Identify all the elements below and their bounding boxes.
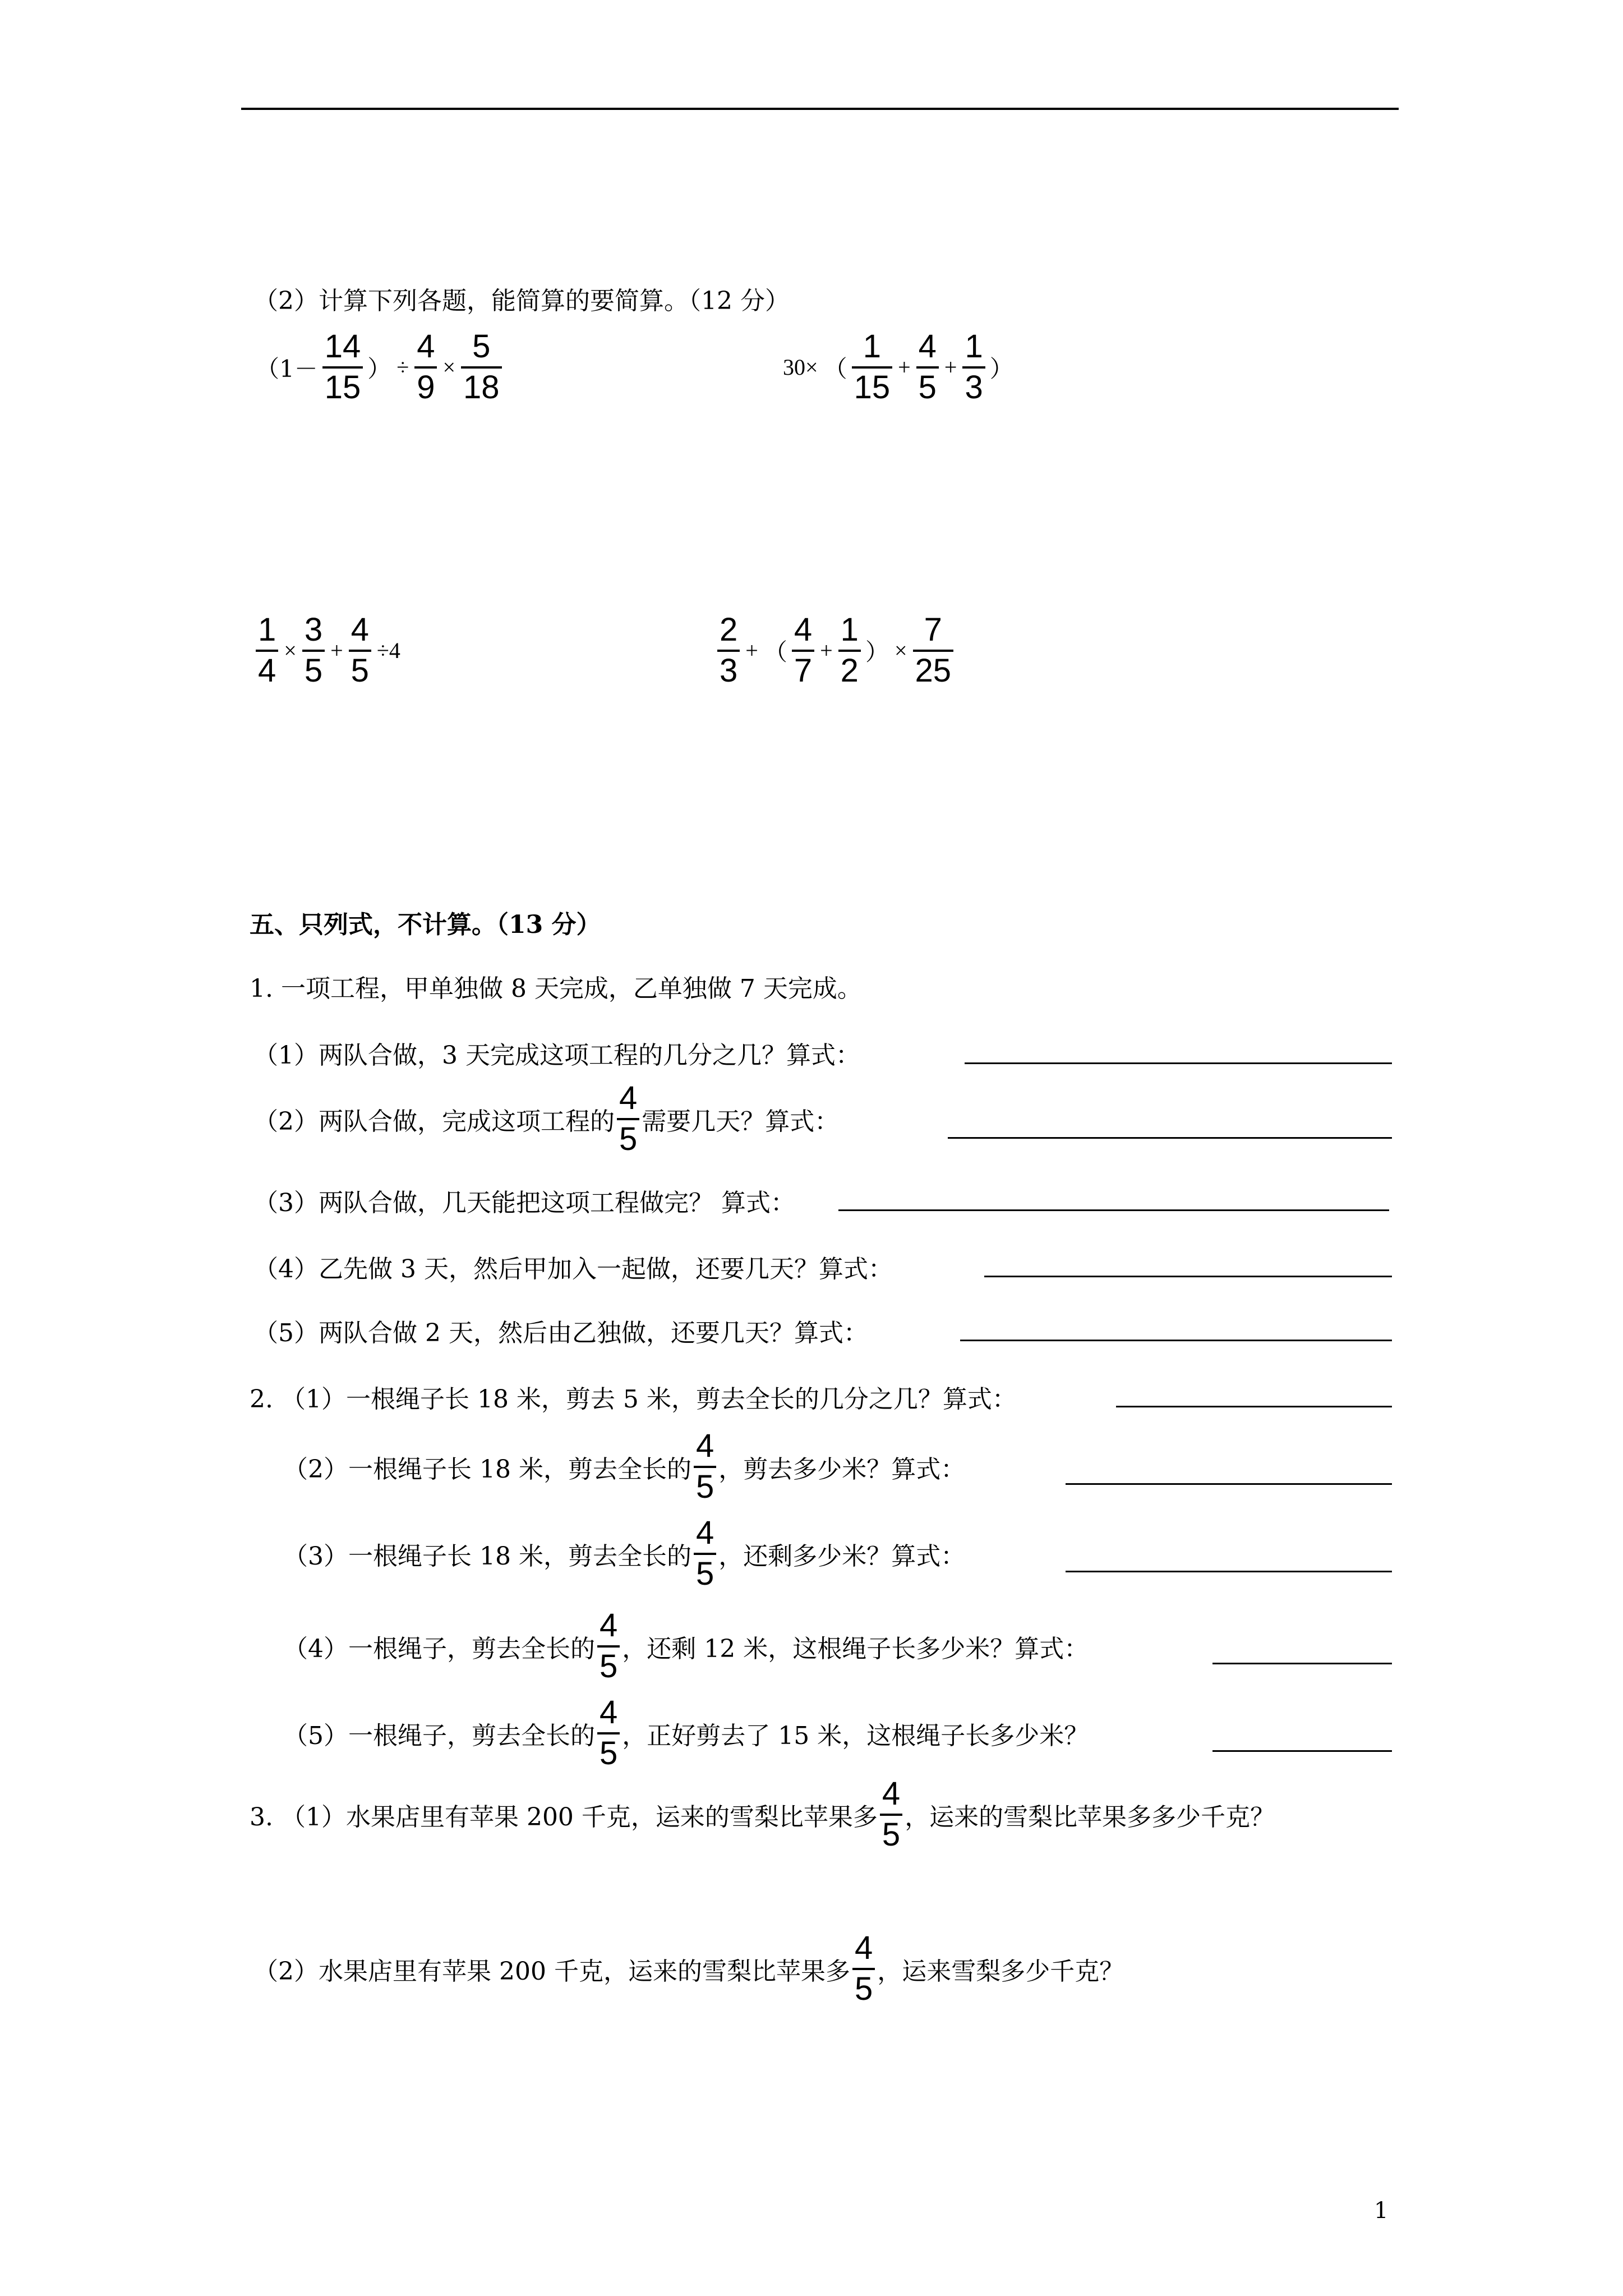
expr1-open: （1－ [256, 355, 318, 383]
q2-item-5-after: ，正好剪去了 15 米，这根绳子长多少米？ [622, 1721, 1089, 1750]
q2-item-4-text: （4）一根绳子，剪去全长的 [283, 1634, 595, 1663]
expression-1 [253, 330, 504, 405]
q2-item-5 [283, 1696, 1089, 1771]
fraction-4-5: $\frac{4}{5}$ [694, 1429, 716, 1504]
expression-2 [780, 330, 1016, 405]
q2-item-3-text: （3）一根绳子长 18 米，剪去全长的 [283, 1542, 691, 1571]
fraction: $\frac{7}{25}$ [913, 613, 954, 688]
expr2-close: ） [989, 355, 1013, 383]
fraction: $\frac{2}{3}$ [717, 613, 740, 688]
q1-item-3: （3）两队合做，几天能把这项工程做完？ 算式： [253, 1189, 795, 1217]
plus-sign: + [820, 638, 833, 664]
answer-blank[interactable] [1212, 1726, 1392, 1752]
multiply-sign: × [894, 638, 907, 664]
fraction: $\frac{4}{5}$ [349, 613, 371, 688]
expr4-close: ） [865, 638, 889, 666]
q3-item-2-text: （2）水果店里有苹果 200 千克，运来的雪梨比苹果多 [253, 1957, 850, 1986]
fraction-4-5: $\frac{4}{5}$ [694, 1516, 716, 1591]
multiply-sign: × [284, 638, 297, 664]
fraction-4-5: $\frac{4}{5}$ [597, 1696, 620, 1771]
answer-blank[interactable] [948, 1112, 1392, 1139]
q2-item-3 [283, 1516, 965, 1591]
q2-item-2 [283, 1429, 965, 1504]
q3-item-1-text: 3. （1）水果店里有苹果 200 千克，运来的雪梨比苹果多 [250, 1802, 878, 1832]
multiply-sign: × [442, 355, 456, 380]
answer-blank[interactable] [965, 1038, 1392, 1064]
plus-sign: + [898, 355, 911, 380]
q3-item-2-after: ，运来雪梨多少千克？ [877, 1957, 1124, 1986]
answer-blank[interactable] [1116, 1381, 1392, 1407]
fraction: $\frac{3}{5}$ [302, 613, 325, 688]
q3-item-1 [250, 1777, 1275, 1852]
expr1-close: ） [367, 355, 391, 383]
expr4-open: （ [763, 638, 787, 666]
header-rule [241, 108, 1399, 110]
q1-stem: 1. 一项工程，甲单独做 8 天完成，乙单独做 7 天完成。 [250, 974, 862, 1003]
fraction: $\frac{4}{9}$ [414, 330, 437, 405]
plus-sign: + [944, 355, 957, 380]
plus-sign: + [330, 638, 343, 664]
expression-3 [253, 613, 404, 688]
calc-instruction: （2）计算下列各题，能简算的要简算。（12 分） [253, 287, 790, 315]
q1-item-2 [253, 1082, 839, 1157]
fraction-4-5: $\frac{4}{5}$ [880, 1777, 902, 1852]
q1-item-2-after: 需要几天？算式： [642, 1107, 840, 1136]
q1-item-4: （4）乙先做 3 天，然后甲加入一起做，还要几天？算式： [253, 1255, 893, 1283]
fraction: $\frac{1}{3}$ [962, 330, 985, 405]
q1-item-2-text: （2）两队合做，完成这项工程的 [253, 1107, 615, 1136]
answer-blank[interactable] [960, 1315, 1392, 1341]
q3-item-2 [253, 1931, 1124, 2007]
divide-sign: ÷ [396, 355, 409, 380]
expr3-tail: ÷4 [376, 638, 400, 664]
q2-item-2-text: （2）一根绳子长 18 米，剪去全长的 [283, 1455, 691, 1484]
fraction: $\frac{4}{7}$ [792, 613, 814, 688]
q2-item-4-after: ，还剩 12 米，这根绳子长多少米？算式： [622, 1634, 1089, 1663]
answer-blank[interactable] [1066, 1458, 1392, 1485]
fraction: $\frac{1}{15}$ [852, 330, 893, 405]
fraction: $\frac{14}{15}$ [322, 330, 363, 405]
q2-item-5-text: （5）一根绳子，剪去全长的 [283, 1721, 595, 1750]
q1-item-5: （5）两队合做 2 天，然后由乙独做，还要几天？算式： [253, 1319, 868, 1347]
page-number: 1 [1374, 2198, 1389, 2224]
expr2-open: （ [823, 355, 847, 383]
section5-heading: 五、只列式，不计算。（13 分） [250, 910, 601, 939]
q2-item-4 [283, 1609, 1089, 1684]
q3-item-1-after: ，运来的雪梨比苹果多多少千克？ [905, 1802, 1275, 1832]
answer-blank[interactable] [984, 1251, 1392, 1277]
expr2-lead: 30× [783, 355, 818, 380]
fraction-4-5: $\frac{4}{5}$ [617, 1082, 639, 1157]
q2-item-1: 2. （1）一根绳子长 18 米，剪去 5 米，剪去全长的几分之几？算式： [250, 1385, 1017, 1414]
answer-blank[interactable] [1212, 1638, 1392, 1664]
q2-item-2-after: ，剪去多少米？算式： [718, 1455, 966, 1484]
answer-blank[interactable] [1066, 1546, 1392, 1572]
q1-item-1: （1）两队合做，3 天完成这项工程的几分之几？算式： [253, 1041, 860, 1070]
fraction: $\frac{5}{18}$ [461, 330, 502, 405]
answer-blank[interactable] [838, 1185, 1389, 1211]
fraction: $\frac{1}{4}$ [256, 613, 278, 688]
q2-item-3-after: ，还剩多少米？算式： [718, 1542, 966, 1571]
expression-4 [715, 613, 956, 688]
fraction-4-5: $\frac{4}{5}$ [852, 1931, 875, 2007]
plus-sign: + [745, 638, 758, 664]
fraction: $\frac{1}{2}$ [838, 613, 861, 688]
fraction-4-5: $\frac{4}{5}$ [597, 1609, 620, 1684]
fraction: $\frac{4}{5}$ [916, 330, 939, 405]
